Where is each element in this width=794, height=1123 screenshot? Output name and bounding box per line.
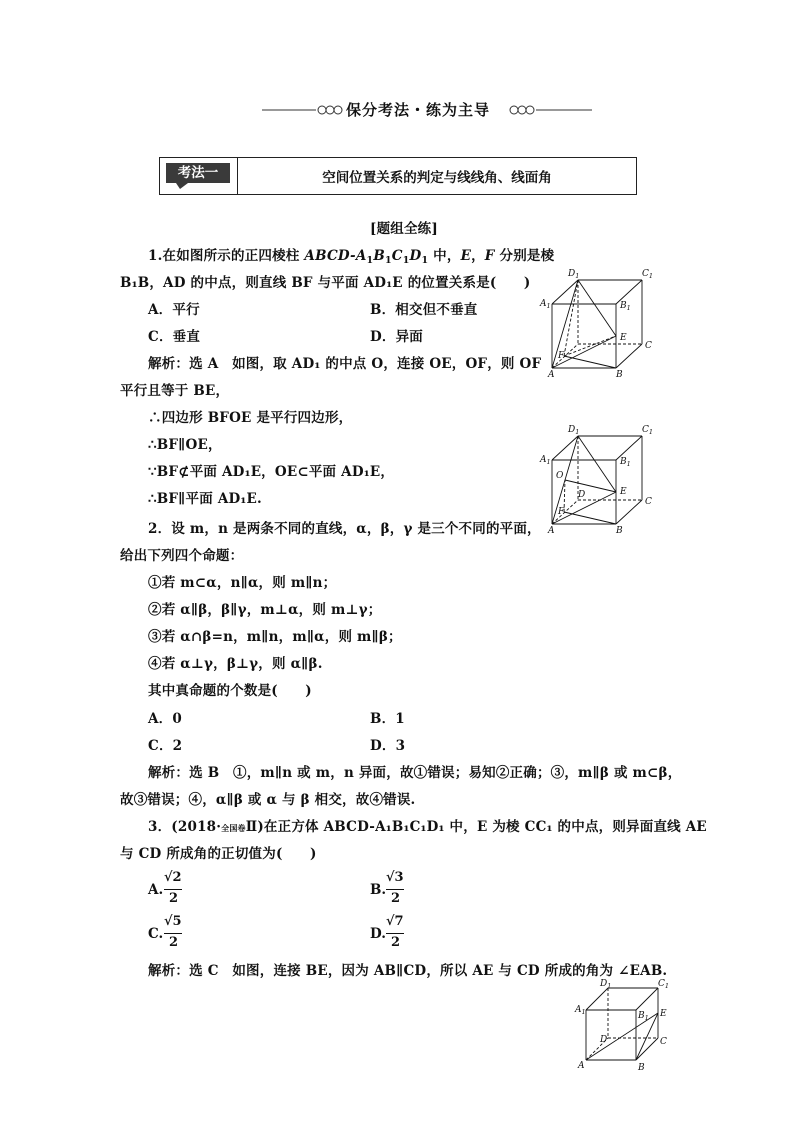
section-tag (166, 163, 230, 183)
q1-option-d: D．异面 (370, 329, 424, 345)
section-tag-label: 考法一 (177, 165, 219, 181)
q1-solution-4: ∴BF∥OE， (148, 437, 222, 453)
fig2-label-o: O (556, 471, 564, 481)
fig2-label-d: D (578, 490, 586, 500)
banner-title: 保分考法・练为主导 (346, 101, 491, 119)
q3-option-b: B. √3 2 (370, 870, 404, 906)
fig3-label-b: B (638, 1063, 645, 1072)
fig1-label-a: A (548, 370, 555, 380)
fig1-label-d1: $D_1$ (568, 269, 580, 280)
q2-proposition-3: ③若 α∩β=n，m∥n，m∥α，则 m∥β； (148, 629, 402, 645)
q3-line2: 与 CD 所成角的正切值为( ) (120, 846, 317, 862)
fig3-label-b1: $B_1$ (638, 1011, 649, 1022)
fig1-label-b1: $B_1$ (620, 301, 631, 312)
fig2-label-a: A (548, 526, 555, 536)
q2-proposition-2: ②若 α∥β，β∥γ，m⊥α，则 m⊥γ； (148, 602, 382, 618)
fig3-label-a1: $A_1$ (575, 1005, 586, 1016)
q3-solution-1: 解析：选 C 如图，连接 BE，因为 AB∥CD，所以 AE 与 CD 所成的角为 ∠EAB. (148, 963, 668, 979)
section-title: 空间位置关系的判定与线线角、线面角 (322, 170, 552, 186)
q1-solution-5: ∵BF⊄平面 AD₁E，OE⊂平面 AD₁E， (148, 464, 395, 480)
q3-source: 全国卷 (221, 823, 246, 833)
q2-option-a: A．0 (148, 711, 182, 727)
q1-solution-3: ∴四边形 BFOE 是平行四边形， (148, 410, 353, 426)
q1-line1: 1.在如图所示的正四棱柱 ABCD-$A_1B_1C_1D_1$ 中，E，F 分别是棱 (148, 248, 555, 266)
q1-solution-1: 解析：选 A 如图，取 AD₁ 的中点 O，连接 OE，OF，则 OF (148, 356, 542, 372)
q1-solution-6: ∴BF∥平面 AD₁E. (148, 491, 262, 507)
fig2-label-c: C (645, 497, 652, 507)
q2-option-b: B．1 (370, 711, 405, 727)
banner (262, 98, 592, 122)
q2-proposition-1: ①若 m⊂α，n∥α，则 m∥n； (148, 575, 337, 591)
q3-line1: 3．(2018·全国卷Ⅱ)在正方体 ABCD-A₁B₁C₁D₁ 中，E 为棱 CC₁ 的中点，则异面直线 AE (148, 819, 707, 835)
q2-line2: 给出下列四个命题： (120, 548, 244, 564)
fig1-label-e: E (620, 333, 627, 343)
fig2-label-f: F (558, 507, 565, 517)
prism-figure-1 (538, 264, 658, 380)
q3-option-a: A. √2 2 (148, 870, 182, 906)
fig2-label-a1: $A_1$ (540, 455, 551, 466)
q1-solution-2: 平行且等于 BE， (120, 383, 230, 399)
section-header (159, 157, 637, 195)
fig3-label-a: A (578, 1061, 585, 1071)
fig3-label-e: E (660, 1009, 667, 1019)
q1-option-b: B．相交但不垂直 (370, 302, 478, 318)
fig1-label-b: B (616, 370, 623, 380)
fig2-label-e: E (620, 487, 627, 497)
section-tag-pointer (176, 183, 188, 189)
q3-option-d: D. √7 2 (370, 914, 404, 950)
fig1-label-c1: $C_1$ (642, 269, 654, 280)
banner-right-ornament (508, 102, 592, 118)
fig1-label-f: F (558, 351, 565, 361)
fig2-label-b1: $B_1$ (620, 457, 631, 468)
q2-ask: 其中真命题的个数是( ) (148, 683, 312, 699)
fig1-label-c: C (645, 341, 652, 351)
prism-figure-2 (538, 420, 658, 538)
q2-option-d: D．3 (370, 738, 406, 754)
fig2-label-c1: $C_1$ (642, 425, 654, 436)
fig3-label-c: C (660, 1037, 667, 1047)
q2-solution-1: 解析：选 B ①，m∥n 或 m，n 异面，故①错误；易知②正确；③，m∥β 或 m⊂β， (148, 765, 682, 781)
fig2-label-d1: $D_1$ (568, 425, 580, 436)
group-title: [题组全练] (370, 221, 438, 237)
fig3-label-d: D (600, 1035, 608, 1045)
q3-option-c: C. √5 2 (148, 914, 182, 950)
fig3-label-d1: $D_1$ (600, 979, 612, 990)
q2-solution-2: 故③错误；④，α∥β 或 α 与 β 相交，故④错误. (120, 792, 416, 808)
q1-line2: B₁B，AD 的中点，则直线 BF 与平面 AD₁E 的位置关系是( ) (120, 275, 531, 291)
q1-option-c: C．垂直 (148, 329, 201, 345)
q2-option-c: C．2 (148, 738, 183, 754)
q2-line1: 2．设 m，n 是两条不同的直线，α，β，γ 是三个不同的平面， (148, 521, 541, 537)
cube-figure-3 (574, 976, 674, 1072)
fig1-label-a1: $A_1$ (540, 299, 551, 310)
banner-left-ornament (262, 102, 344, 118)
q1-option-a: A．平行 (148, 302, 200, 318)
fig2-label-b: B (616, 526, 623, 536)
q2-proposition-4: ④若 α⊥γ，β⊥γ，则 α∥β. (148, 656, 323, 672)
fig3-label-c1: $C_1$ (658, 979, 670, 990)
